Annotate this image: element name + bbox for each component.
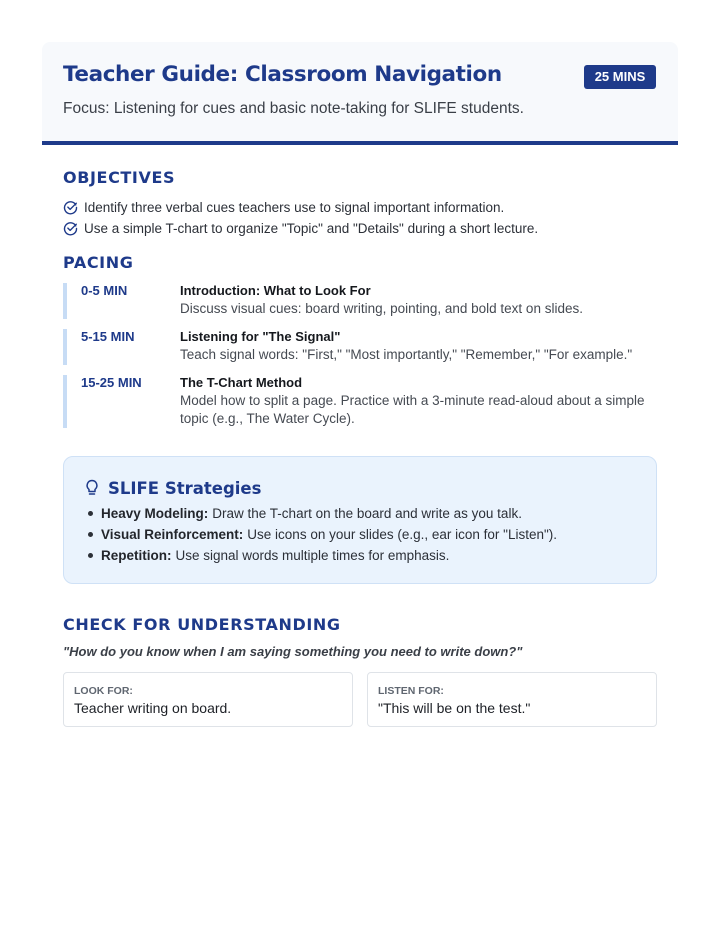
strategy-label: Repetition: — [101, 548, 172, 563]
pacing-time: 15-25 MIN — [81, 375, 142, 390]
strategy-text: Use icons on your slides (e.g., ear icon for "Listen"). — [247, 527, 558, 542]
guide-header — [42, 42, 678, 142]
pacing-description: Model how to split a page. Practice with a 3-minute read-aloud about a simple topic (e.g., The Water Cycle). — [180, 393, 645, 426]
card-label: LOOK FOR: — [74, 685, 133, 697]
pacing-title: Listening for "The Signal" — [180, 329, 341, 344]
bullet — [88, 553, 93, 558]
header-divider — [42, 141, 678, 145]
check-question: "How do you know when I am saying something you need to write down?" — [63, 644, 523, 659]
pacing-title: The T-Chart Method — [180, 375, 303, 390]
check-circle-icon — [63, 200, 78, 215]
pacing-description: Teach signal words: "First," "Most importantly," "Remember," "For example." — [180, 347, 633, 362]
strategy-item — [88, 506, 522, 521]
strategy-item — [88, 548, 449, 563]
pacing-item — [63, 329, 663, 365]
objective-item — [63, 197, 504, 217]
objectives-heading: OBJECTIVES — [63, 168, 176, 187]
duration-badge: 25 MINS — [584, 65, 656, 89]
pacing-item — [63, 375, 663, 428]
lightbulb-icon — [84, 479, 100, 497]
focus-statement: Focus: Listening for cues and basic note-taking for SLIFE students. — [63, 100, 524, 117]
strategy-item — [88, 527, 557, 542]
card-value: Teacher writing on board. — [74, 700, 232, 716]
pacing-time: 5-15 MIN — [81, 329, 135, 344]
bullet — [88, 532, 93, 537]
pacing-title: Introduction: What to Look For — [180, 283, 371, 298]
objective-item — [63, 218, 538, 238]
look-for-card — [63, 672, 353, 727]
card-value: "This will be on the test." — [378, 700, 531, 716]
pacing-time: 0-5 MIN — [81, 283, 128, 298]
card-label: LISTEN FOR: — [378, 685, 444, 697]
strategy-label: Visual Reinforcement: — [101, 527, 244, 542]
objective-text: Use a simple T-chart to organize "Topic" and "Details" during a short lecture. — [84, 220, 539, 236]
listen-for-card — [367, 672, 657, 727]
check-heading: CHECK FOR UNDERSTANDING — [63, 615, 341, 634]
bullet — [88, 511, 93, 516]
pacing-heading: PACING — [63, 253, 134, 272]
strategy-text: Use signal words multiple times for emphasis. — [175, 548, 450, 563]
strategy-label: Heavy Modeling: — [101, 506, 209, 521]
strategies-title: SLIFE Strategies — [108, 478, 262, 498]
objective-text: Identify three verbal cues teachers use to signal important information. — [84, 199, 505, 215]
strategies-header — [84, 476, 261, 500]
check-circle-icon — [63, 221, 78, 236]
strategy-text: Draw the T-chart on the board and write as you talk. — [212, 506, 522, 521]
pacing-description: Discuss visual cues: board writing, pointing, and bold text on slides. — [180, 301, 583, 316]
pacing-item — [63, 283, 663, 319]
slife-strategies-box — [63, 456, 657, 584]
page-title: Teacher Guide: Classroom Navigation — [63, 62, 502, 87]
